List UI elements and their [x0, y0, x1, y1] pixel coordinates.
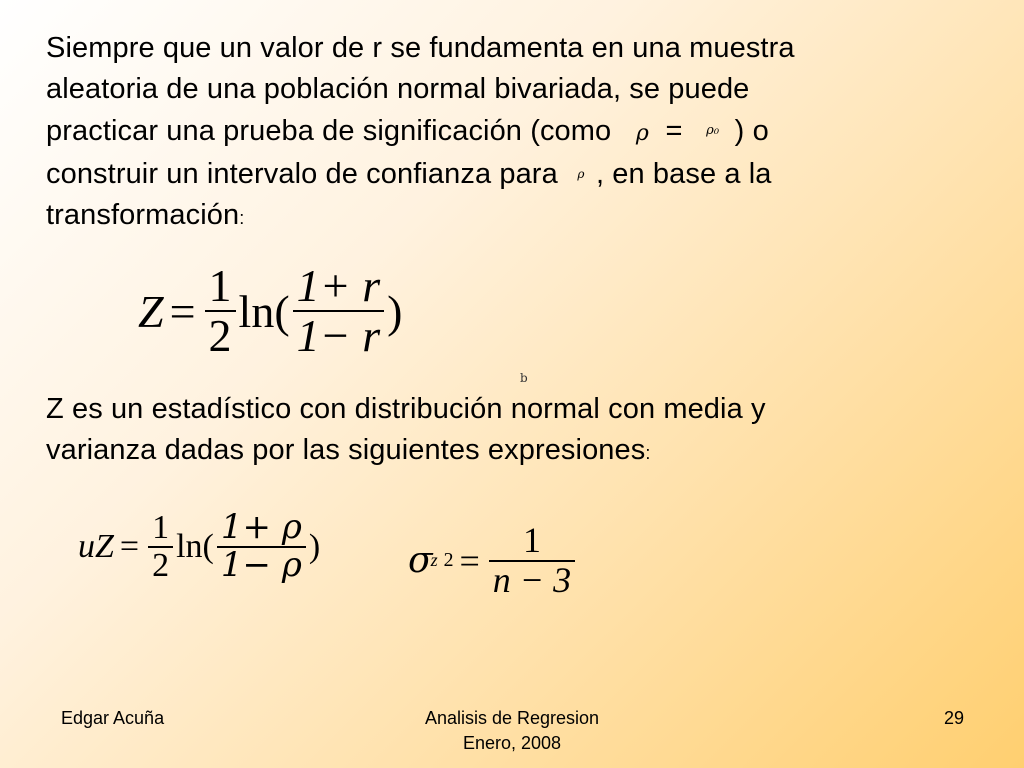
mean-half-fraction — [148, 510, 173, 583]
mean-rho-denominator: 1− ρ — [220, 544, 302, 585]
variance-equals: = — [459, 540, 480, 581]
distribution-line-2 — [46, 430, 946, 474]
rho-zero-symbol: ρ₀ — [706, 123, 720, 138]
mean-rho-numerator: 1+ ρ — [220, 507, 302, 547]
intro-line-2: aleatoria de una población normal bivariada, se puede — [46, 73, 750, 105]
footer-author: Edgar Acuña — [61, 708, 165, 728]
mean-rho-fraction — [217, 507, 306, 585]
intro-paragraph — [46, 28, 946, 239]
z-lhs: Z — [138, 285, 164, 337]
footer-date: Enero, 2008 — [462, 733, 562, 753]
fisher-z-formula — [138, 262, 402, 361]
z-half-fraction — [205, 262, 236, 361]
stray-mark: b — [520, 371, 528, 385]
footer-page-number: 29 — [944, 708, 965, 728]
rho-small-symbol: ρ — [577, 167, 585, 181]
mean-lhs: uZ — [78, 527, 114, 565]
z-half-numerator: 1 — [208, 260, 232, 311]
intro-line-4-end: , en base a la — [595, 158, 772, 190]
variance-sigma: σ — [408, 540, 433, 582]
distribution-colon: : — [645, 443, 651, 463]
z-r-fraction — [293, 262, 384, 361]
footer-course-info — [412, 706, 612, 756]
distribution-line-2-text: varianza dadas por las siguientes expresiones — [46, 434, 646, 466]
distribution-line-1: Z es un estadístico con distribución normal con media y — [46, 393, 766, 425]
variance-fraction — [489, 522, 575, 600]
distribution-paragraph — [46, 389, 946, 474]
intro-line-5 — [46, 195, 946, 239]
variance-subscript: z — [430, 550, 438, 571]
variance-superscript: 2 — [443, 549, 454, 572]
mean-close-paren: ) — [308, 527, 321, 565]
intro-line-4-text: construir un intervalo de confianza para — [46, 158, 558, 190]
intro-line-3 — [46, 110, 946, 154]
z-ln: ln( — [238, 285, 290, 337]
intro-line-3-text: practicar una prueba de significación (como — [46, 115, 612, 147]
intro-line-3-end: ) o — [734, 115, 769, 147]
mean-formula — [78, 507, 321, 585]
variance-numerator: 1 — [522, 520, 541, 560]
intro-line-5-text: transformación — [46, 199, 240, 231]
mean-half-denominator: 2 — [152, 546, 170, 584]
mean-ln: ln( — [176, 527, 214, 565]
z-close-paren: ) — [387, 285, 403, 337]
variance-denominator: n − 3 — [492, 559, 572, 600]
variance-formula — [408, 522, 578, 600]
mean-equals: = — [119, 527, 140, 565]
equals-sign: = — [665, 115, 683, 147]
z-equals: = — [169, 285, 196, 337]
z-half-denominator: 2 — [208, 310, 232, 362]
intro-line-4 — [46, 154, 946, 195]
mean-half-numerator: 1 — [152, 509, 170, 546]
z-r-numerator: 1+ r — [296, 260, 381, 311]
intro-line-1: Siempre que un valor de r se fundamenta en una muestra — [46, 32, 795, 64]
footer-course: Analisis de Regresion — [424, 708, 600, 728]
rho-symbol: ρ — [635, 121, 649, 146]
intro-colon: : — [239, 208, 245, 228]
z-r-denominator: 1− r — [296, 310, 381, 362]
